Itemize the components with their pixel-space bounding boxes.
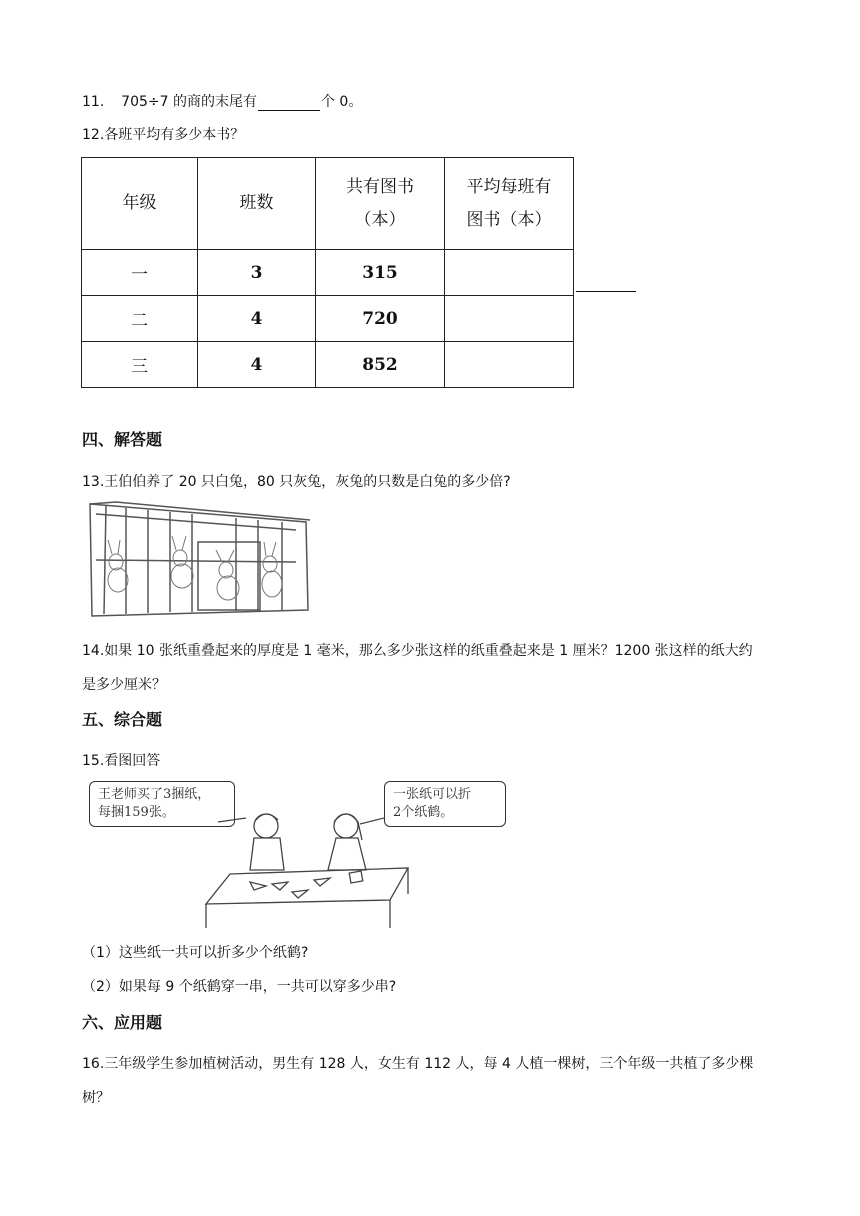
cell-average[interactable]: [445, 296, 574, 342]
speech-bubble-left-line2: 每捆159张。: [98, 805, 175, 821]
section-5-title: 五、综合题: [82, 710, 163, 729]
books-table: [81, 157, 574, 388]
header-average-books-line2: 图书（本）: [466, 209, 552, 230]
cell-books: 852: [316, 342, 445, 388]
header-average-books-line1: 平均每班有: [466, 177, 552, 198]
cell-books: 315: [316, 250, 445, 296]
cell-classes: 4: [198, 296, 316, 342]
section-4-title: 四、解答题: [82, 430, 163, 449]
table-row: [82, 296, 574, 342]
question-11-tail: 个 0。: [320, 94, 363, 110]
header-classes: 班数: [198, 158, 316, 250]
cell-classes: 3: [198, 250, 316, 296]
header-grade: 年级: [82, 158, 198, 250]
header-average-books: [445, 158, 574, 250]
question-14-line1: 14.如果 10 张纸重叠起来的厚度是 1 毫米，那么多少张这样的纸重叠起来是 1 厘米？1200 张这样的纸大约: [82, 643, 753, 659]
question-11-text: 705÷7 的商的末尾有: [121, 94, 257, 110]
question-12: 12.各班平均有多少本书？: [82, 127, 245, 143]
table-row: [82, 250, 574, 296]
cell-grade: 二: [82, 296, 198, 342]
question-16-line2: 树？: [82, 1090, 110, 1106]
cell-average[interactable]: [445, 342, 574, 388]
cell-average[interactable]: [445, 250, 574, 296]
question-13: 13.王伯伯养了 20 只白兔，80 只灰兔，灰兔的只数是白兔的多少倍?: [82, 474, 511, 490]
speech-bubble-left-line1: 王老师买了3捆纸，: [98, 787, 211, 802]
answer-blank[interactable]: [258, 96, 320, 111]
cell-classes: 4: [198, 342, 316, 388]
question-14-line2: 是多少厘米？: [82, 677, 166, 693]
cell-books: 720: [316, 296, 445, 342]
question-15-sub1: （1）这些纸一共可以折多少个纸鹤?: [82, 945, 309, 961]
answer-line[interactable]: [576, 291, 636, 292]
question-15: 15.看图回答: [82, 753, 161, 769]
header-total-books: [316, 158, 445, 250]
question-16-line1: 16.三年级学生参加植树活动，男生有 128 人，女生有 112 人，每 4 人植一棵树，三个年级一共植了多少棵: [82, 1056, 754, 1072]
question-11: [82, 91, 362, 111]
table-header-row: [82, 158, 574, 250]
rabbit-cage-illustration: [86, 500, 314, 620]
cell-grade: 一: [82, 250, 198, 296]
table-row: [82, 342, 574, 388]
question-11-number: 11.: [82, 94, 105, 110]
cell-grade: 三: [82, 342, 198, 388]
children-folding-paper-illustration: [200, 800, 415, 930]
section-6-title: 六、应用题: [82, 1013, 163, 1032]
header-total-books-line2: （本）: [354, 209, 406, 230]
speech-bubble-right-line2: 2个纸鹤。: [393, 805, 454, 821]
speech-bubble-right-line1: 一张纸可以折: [393, 787, 472, 802]
header-total-books-line1: 共有图书: [346, 177, 414, 198]
question-15-sub2: （2）如果每 9 个纸鹤穿一串，一共可以穿多少串?: [82, 979, 397, 995]
